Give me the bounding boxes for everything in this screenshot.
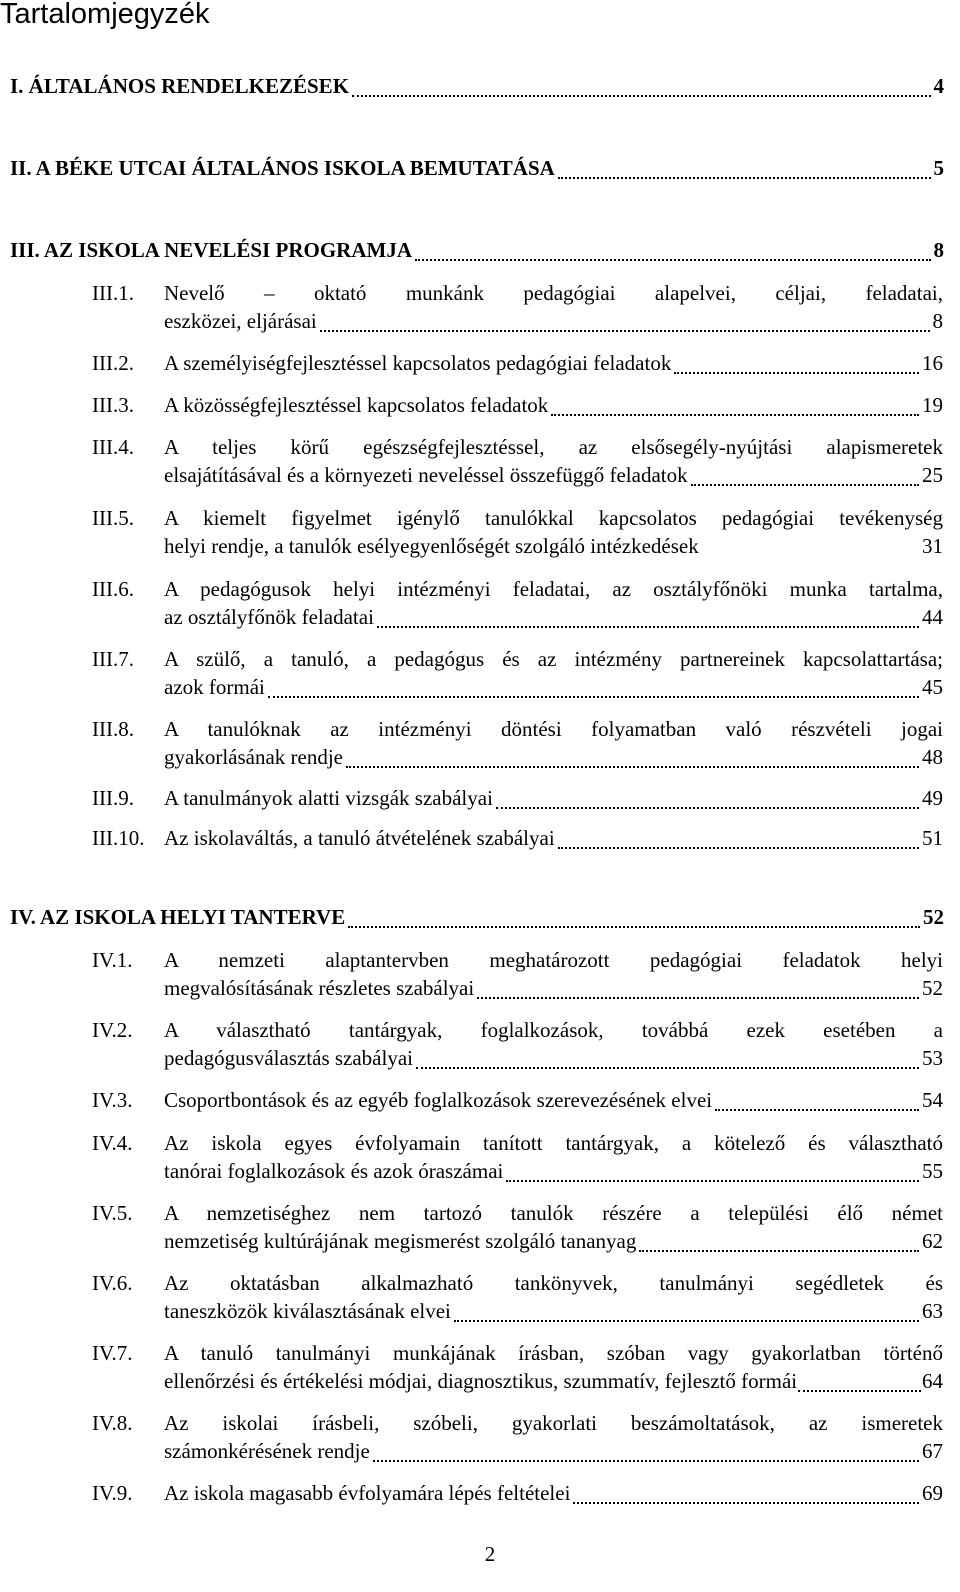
toc-section-title: III. AZ ISKOLA NEVELÉSI PROGRAMJA: [10, 238, 413, 262]
toc-entry-number: IV.5.: [92, 1201, 133, 1225]
toc-page-number: 48: [922, 745, 943, 769]
toc-entry-number: IV.8.: [92, 1411, 133, 1435]
toc-entry-line-1: A nemzetiséghez nem tartozó tanulók részére a települési élő német: [164, 1201, 943, 1225]
dot-leader: [798, 1390, 921, 1392]
toc-entry-text: helyi rendje, a tanulók esélyegyenlőségét szolgáló intézkedések: [164, 534, 699, 558]
dot-leader: [346, 766, 919, 768]
toc-entry-line-2: [164, 1297, 943, 1325]
toc-entry-number: III.4.: [92, 435, 134, 459]
toc-section-title: II. A BÉKE UTCAI ÁLTALÁNOS ISKOLA BEMUTATÁSA: [10, 156, 555, 180]
toc-entry-number: IV.1.: [92, 948, 133, 972]
toc-entry-number: III.3.: [92, 393, 134, 417]
toc-entry-text: ellenőrzési és értékelési módjai, diagnosztikus, szummatív, fejlesztő formái: [164, 1369, 798, 1393]
dot-leader: [558, 847, 919, 849]
toc-entry-line-2: [164, 673, 943, 701]
toc-entry-line-1: A tanulóknak az intézményi döntési folyamatban való részvételi jogai: [164, 717, 943, 741]
dot-leader: [352, 95, 930, 97]
toc-section-title: I. ÁLTALÁNOS RENDELKEZÉSEK: [10, 74, 350, 98]
toc-entry-line-2: [164, 461, 943, 489]
toc-entry-line-1: A szülő, a tanuló, a pedagógus és az intézmény partnereinek kapcsolattartása;: [164, 647, 943, 671]
dot-leader: [674, 372, 919, 374]
toc-entry-line-2: [164, 532, 943, 560]
dot-leader: [715, 1109, 919, 1111]
dot-leader: [573, 1502, 919, 1504]
toc-entry-line-2: [164, 307, 943, 335]
toc-entry-line-1: Nevelő – oktató munkánk pedagógiai alapelvei, céljai, feladatai,: [164, 281, 943, 305]
toc-page-number: 4: [933, 74, 944, 98]
dot-leader: [506, 1180, 919, 1182]
toc-page-number: 55: [922, 1159, 943, 1183]
dot-leader: [558, 177, 931, 179]
toc-entry-text: megvalósításának részletes szabályai: [164, 976, 475, 1000]
toc-entry-line-2: [164, 1227, 943, 1255]
toc-section-title: IV. AZ ISKOLA HELYI TANTERVE: [10, 905, 346, 929]
toc-entry-line-1: [164, 1479, 943, 1507]
toc-entry-number: III.10.: [92, 826, 145, 850]
toc-entry-line-1: A teljes körű egészségfejlesztéssel, az elsősegély-nyújtási alapismeretek: [164, 435, 943, 459]
toc-entry-text: tanórai foglalkozások és azok óraszámai: [164, 1159, 504, 1183]
toc-entry-text: gyakorlásának rendje: [164, 745, 344, 769]
toc-entry-line-2: [164, 1437, 943, 1465]
toc-entry-number: III.6.: [92, 577, 134, 601]
toc-page-number: 64: [922, 1369, 943, 1393]
toc-section-3[interactable]: [10, 236, 944, 264]
dot-leader: [416, 1067, 919, 1069]
footer-page-number: 2: [484, 1542, 496, 1566]
toc-entry-line-1: A választható tantárgyak, foglalkozások, továbbá ezek esetében a: [164, 1018, 943, 1042]
toc-entry-number: IV.9.: [92, 1481, 133, 1505]
toc-page-number: 69: [922, 1481, 943, 1505]
toc-entry-line-2: [164, 1044, 943, 1072]
dot-leader: [639, 1250, 919, 1252]
toc-entry-number: IV.2.: [92, 1018, 133, 1042]
toc-page-number: 8: [933, 238, 944, 262]
page-title: Tartalomjegyzék: [0, 0, 210, 30]
toc-page-number: 16: [922, 351, 943, 375]
toc-page-number: 49: [922, 786, 943, 810]
toc-entry-text: azok formái: [164, 675, 265, 699]
toc-entry-line-1: [164, 349, 943, 377]
toc-entry-line-1: A tanuló tanulmányi munkájának írásban, szóban vagy gyakorlatban történő: [164, 1341, 943, 1365]
dot-leader: [551, 414, 919, 416]
toc-section-4[interactable]: [10, 903, 944, 931]
dot-leader: [454, 1320, 919, 1322]
dot-leader: [496, 807, 919, 809]
toc-entry-text: számonkérésének rendje: [164, 1439, 370, 1463]
toc-page-number: 51: [922, 826, 943, 850]
toc-entry-text: nemzetiség kultúrájának megismerést szolgáló tananyag: [164, 1229, 637, 1253]
toc-entry-text: Az iskolaváltás, a tanuló átvételének szabályai: [164, 826, 555, 850]
toc-entry-line-1: Az iskolai írásbeli, szóbeli, gyakorlati beszámoltatások, az ismeretek: [164, 1411, 943, 1435]
toc-entry-line-1: [164, 1086, 943, 1114]
toc-entry-line-2: [164, 1157, 943, 1185]
toc-page-number: 63: [922, 1299, 943, 1323]
toc-page-number: 54: [922, 1088, 943, 1112]
toc-entry-number: IV.6.: [92, 1271, 133, 1295]
toc-page-number: 52: [923, 905, 944, 929]
dot-leader: [373, 1460, 919, 1462]
toc-entry-line-2: [164, 1367, 943, 1395]
toc-entry-text: A közösségfejlesztéssel kapcsolatos feladatok: [164, 393, 549, 417]
toc-entry-number: IV.4.: [92, 1131, 133, 1155]
dot-leader: [702, 555, 919, 557]
dot-leader: [377, 626, 919, 628]
dot-leader: [348, 926, 920, 928]
toc-entry-text: A tanulmányok alatti vizsgák szabályai: [164, 786, 493, 810]
toc-entry-text: eszközei, eljárásai: [164, 309, 317, 333]
dot-leader: [320, 330, 930, 332]
toc-entry-line-1: [164, 784, 943, 812]
toc-section-2[interactable]: [10, 154, 944, 182]
toc-entry-line-1: A nemzeti alaptantervben meghatározott pedagógiai feladatok helyi: [164, 948, 943, 972]
toc-entry-number: III.5.: [92, 506, 134, 530]
toc-entry-number: IV.3.: [92, 1088, 133, 1112]
toc-entry-line-1: Az iskola egyes évfolyamain tanított tantárgyak, a kötelező és választható: [164, 1131, 943, 1155]
toc-entry-line-1: Az oktatásban alkalmazható tankönyvek, tanulmányi segédletek és: [164, 1271, 943, 1295]
toc-entry-number: III.1.: [92, 281, 134, 305]
toc-entry-text: Csoportbontások és az egyéb foglalkozások szerevezésének elvei: [164, 1088, 713, 1112]
toc-entry-number: III.2.: [92, 351, 134, 375]
toc-entry-line-2: [164, 603, 943, 631]
toc-page-number: 19: [922, 393, 943, 417]
toc-entry-text: Az iskola magasabb évfolyamára lépés feltételei: [164, 1481, 571, 1505]
toc-entry-text: pedagógusválasztás szabályai: [164, 1046, 413, 1070]
toc-entry-line-1: [164, 391, 943, 419]
toc-entry-number: IV.7.: [92, 1341, 133, 1365]
toc-page-number: 31: [922, 534, 943, 558]
toc-page-number: 53: [922, 1046, 943, 1070]
toc-entry-text: az osztályfőnök feladatai: [164, 605, 374, 629]
toc-entry-line-2: [164, 743, 943, 771]
toc-page-number: 62: [922, 1229, 943, 1253]
toc-entry-number: III.9.: [92, 786, 134, 810]
toc-entry-line-1: A pedagógusok helyi intézményi feladatai, az osztályfőnöki munka tartalma,: [164, 577, 943, 601]
toc-page-number: 45: [922, 675, 943, 699]
toc-entry-text: taneszközök kiválasztásának elvei: [164, 1299, 451, 1323]
toc-entry-text: elsajátításával és a környezeti neveléssel összefüggő feladatok: [164, 463, 688, 487]
toc-page-number: 44: [922, 605, 943, 629]
dot-leader: [268, 696, 919, 698]
dot-leader: [691, 484, 919, 486]
toc-page-number: 5: [933, 156, 944, 180]
toc-entry-text: A személyiségfejlesztéssel kapcsolatos pedagógiai feladatok: [164, 351, 672, 375]
toc-page-number: 25: [922, 463, 943, 487]
dot-leader: [415, 259, 930, 261]
toc-page-number: 67: [922, 1439, 943, 1463]
toc-entry-line-1: A kiemelt figyelmet igénylő tanulókkal kapcsolatos pedagógiai tevékenység: [164, 506, 943, 530]
toc-entry-line-1: [164, 824, 943, 852]
toc-entry-line-2: [164, 974, 943, 1002]
toc-entry-number: III.7.: [92, 647, 134, 671]
dot-leader: [477, 997, 919, 999]
toc-section-1[interactable]: [10, 72, 944, 100]
toc-page-number: 52: [922, 976, 943, 1000]
toc-entry-number: III.8.: [92, 717, 134, 741]
toc-page-number: 8: [932, 309, 943, 333]
